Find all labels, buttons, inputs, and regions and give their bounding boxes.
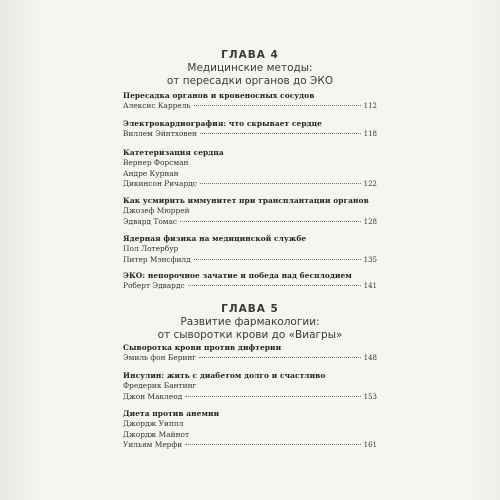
entry-author-line	[123, 353, 377, 364]
dot-leader	[185, 396, 360, 397]
toc-entry	[123, 234, 377, 265]
entry-title: Как усмирить иммунитет при трансплантации органов	[123, 196, 369, 205]
entry-title: Катетеризация сердца	[123, 148, 224, 157]
chapter-title-line: от сыворотки крови до «Виагры»	[157, 329, 343, 341]
chapter-number: ГЛАВА 5	[221, 303, 279, 315]
entry-author: Дикинсон Ричардс	[123, 179, 197, 188]
entry-author-line	[123, 440, 377, 451]
entry-author-line	[123, 392, 377, 403]
entry-author: Эмиль фон Беринг	[123, 353, 197, 362]
entry-author: Вернер Форсман	[123, 158, 189, 167]
chapter-4-header	[0, 48, 500, 88]
toc-entry	[123, 271, 377, 292]
dot-leader	[194, 259, 361, 260]
entry-author: Джордж Майнот	[123, 429, 190, 439]
entry-title: ЭКО: непорочное зачатие и победа над бесплодием	[123, 271, 352, 280]
entry-author-line	[123, 281, 377, 292]
toc-entry	[123, 343, 377, 364]
dot-leader	[188, 285, 361, 286]
entry-page: 161	[363, 441, 377, 449]
toc-entry	[123, 409, 377, 451]
entry-title: Пересадка органов и кровеносных сосудов	[123, 91, 315, 100]
dot-leader	[180, 221, 361, 222]
entry-author: Уильям Мерфи	[123, 440, 183, 449]
entry-page: 148	[363, 354, 377, 362]
toc-entry	[123, 196, 377, 227]
entry-page: 135	[363, 255, 377, 264]
chapter-title-line: от пересадки органов до ЭКО	[166, 75, 334, 87]
entry-title: Ядерная физика на медицинской службе	[123, 234, 307, 243]
entry-page: 153	[363, 392, 377, 401]
toc-entry	[123, 371, 377, 402]
entry-author: Алексис Каррель	[123, 101, 191, 110]
entry-author: Пол Лотербур	[123, 244, 179, 253]
toc-entry	[123, 91, 377, 112]
entry-author: Джозеф Мюррей	[123, 206, 190, 215]
entry-page: 112	[363, 102, 377, 110]
entry-title: Электрокардиография: что скрывает сердце	[123, 119, 322, 128]
entry-author-line	[123, 217, 377, 228]
toc-entry	[123, 148, 377, 190]
chapter-title-line: Развитие фармакологии:	[180, 316, 320, 328]
dot-leader	[200, 133, 361, 134]
entry-author: Фредерик Бантинг	[123, 381, 197, 390]
entry-author: Джон Маклеод	[123, 391, 183, 401]
entry-author-line	[123, 129, 377, 140]
entry-title: Диета против анемии	[123, 409, 220, 418]
entry-page: 122	[363, 180, 377, 188]
dot-leader	[199, 357, 360, 358]
chapter-number: ГЛАВА 4	[221, 49, 279, 61]
entry-author: Андре Курнан	[123, 168, 179, 178]
dot-leader	[194, 105, 361, 106]
entry-author: Роберт Эдвардс	[123, 281, 185, 290]
dot-leader	[185, 444, 360, 445]
dot-leader	[200, 183, 361, 184]
entry-author-line	[123, 179, 377, 190]
chapter-title-line: Медицинские методы:	[187, 62, 313, 74]
chapter-5-header	[0, 302, 500, 342]
entry-author: Питер Мэнсфилд	[123, 254, 191, 264]
entry-title: Сыворотка крови против дифтерии	[123, 343, 282, 352]
entry-author: Виллем Эйнтховен	[123, 129, 197, 138]
entry-author: Эдвард Томас	[123, 216, 178, 226]
entry-title: Инсулин: жить с диабетом долго и счастливо	[123, 371, 326, 380]
entry-author-line	[123, 101, 377, 112]
toc-entry	[123, 119, 377, 140]
entry-page: 128	[363, 217, 377, 226]
entry-page: 118	[363, 130, 377, 138]
entry-author-line	[123, 255, 377, 266]
entry-author: Джордж Уиппл	[123, 419, 184, 428]
entry-page: 141	[363, 282, 377, 290]
